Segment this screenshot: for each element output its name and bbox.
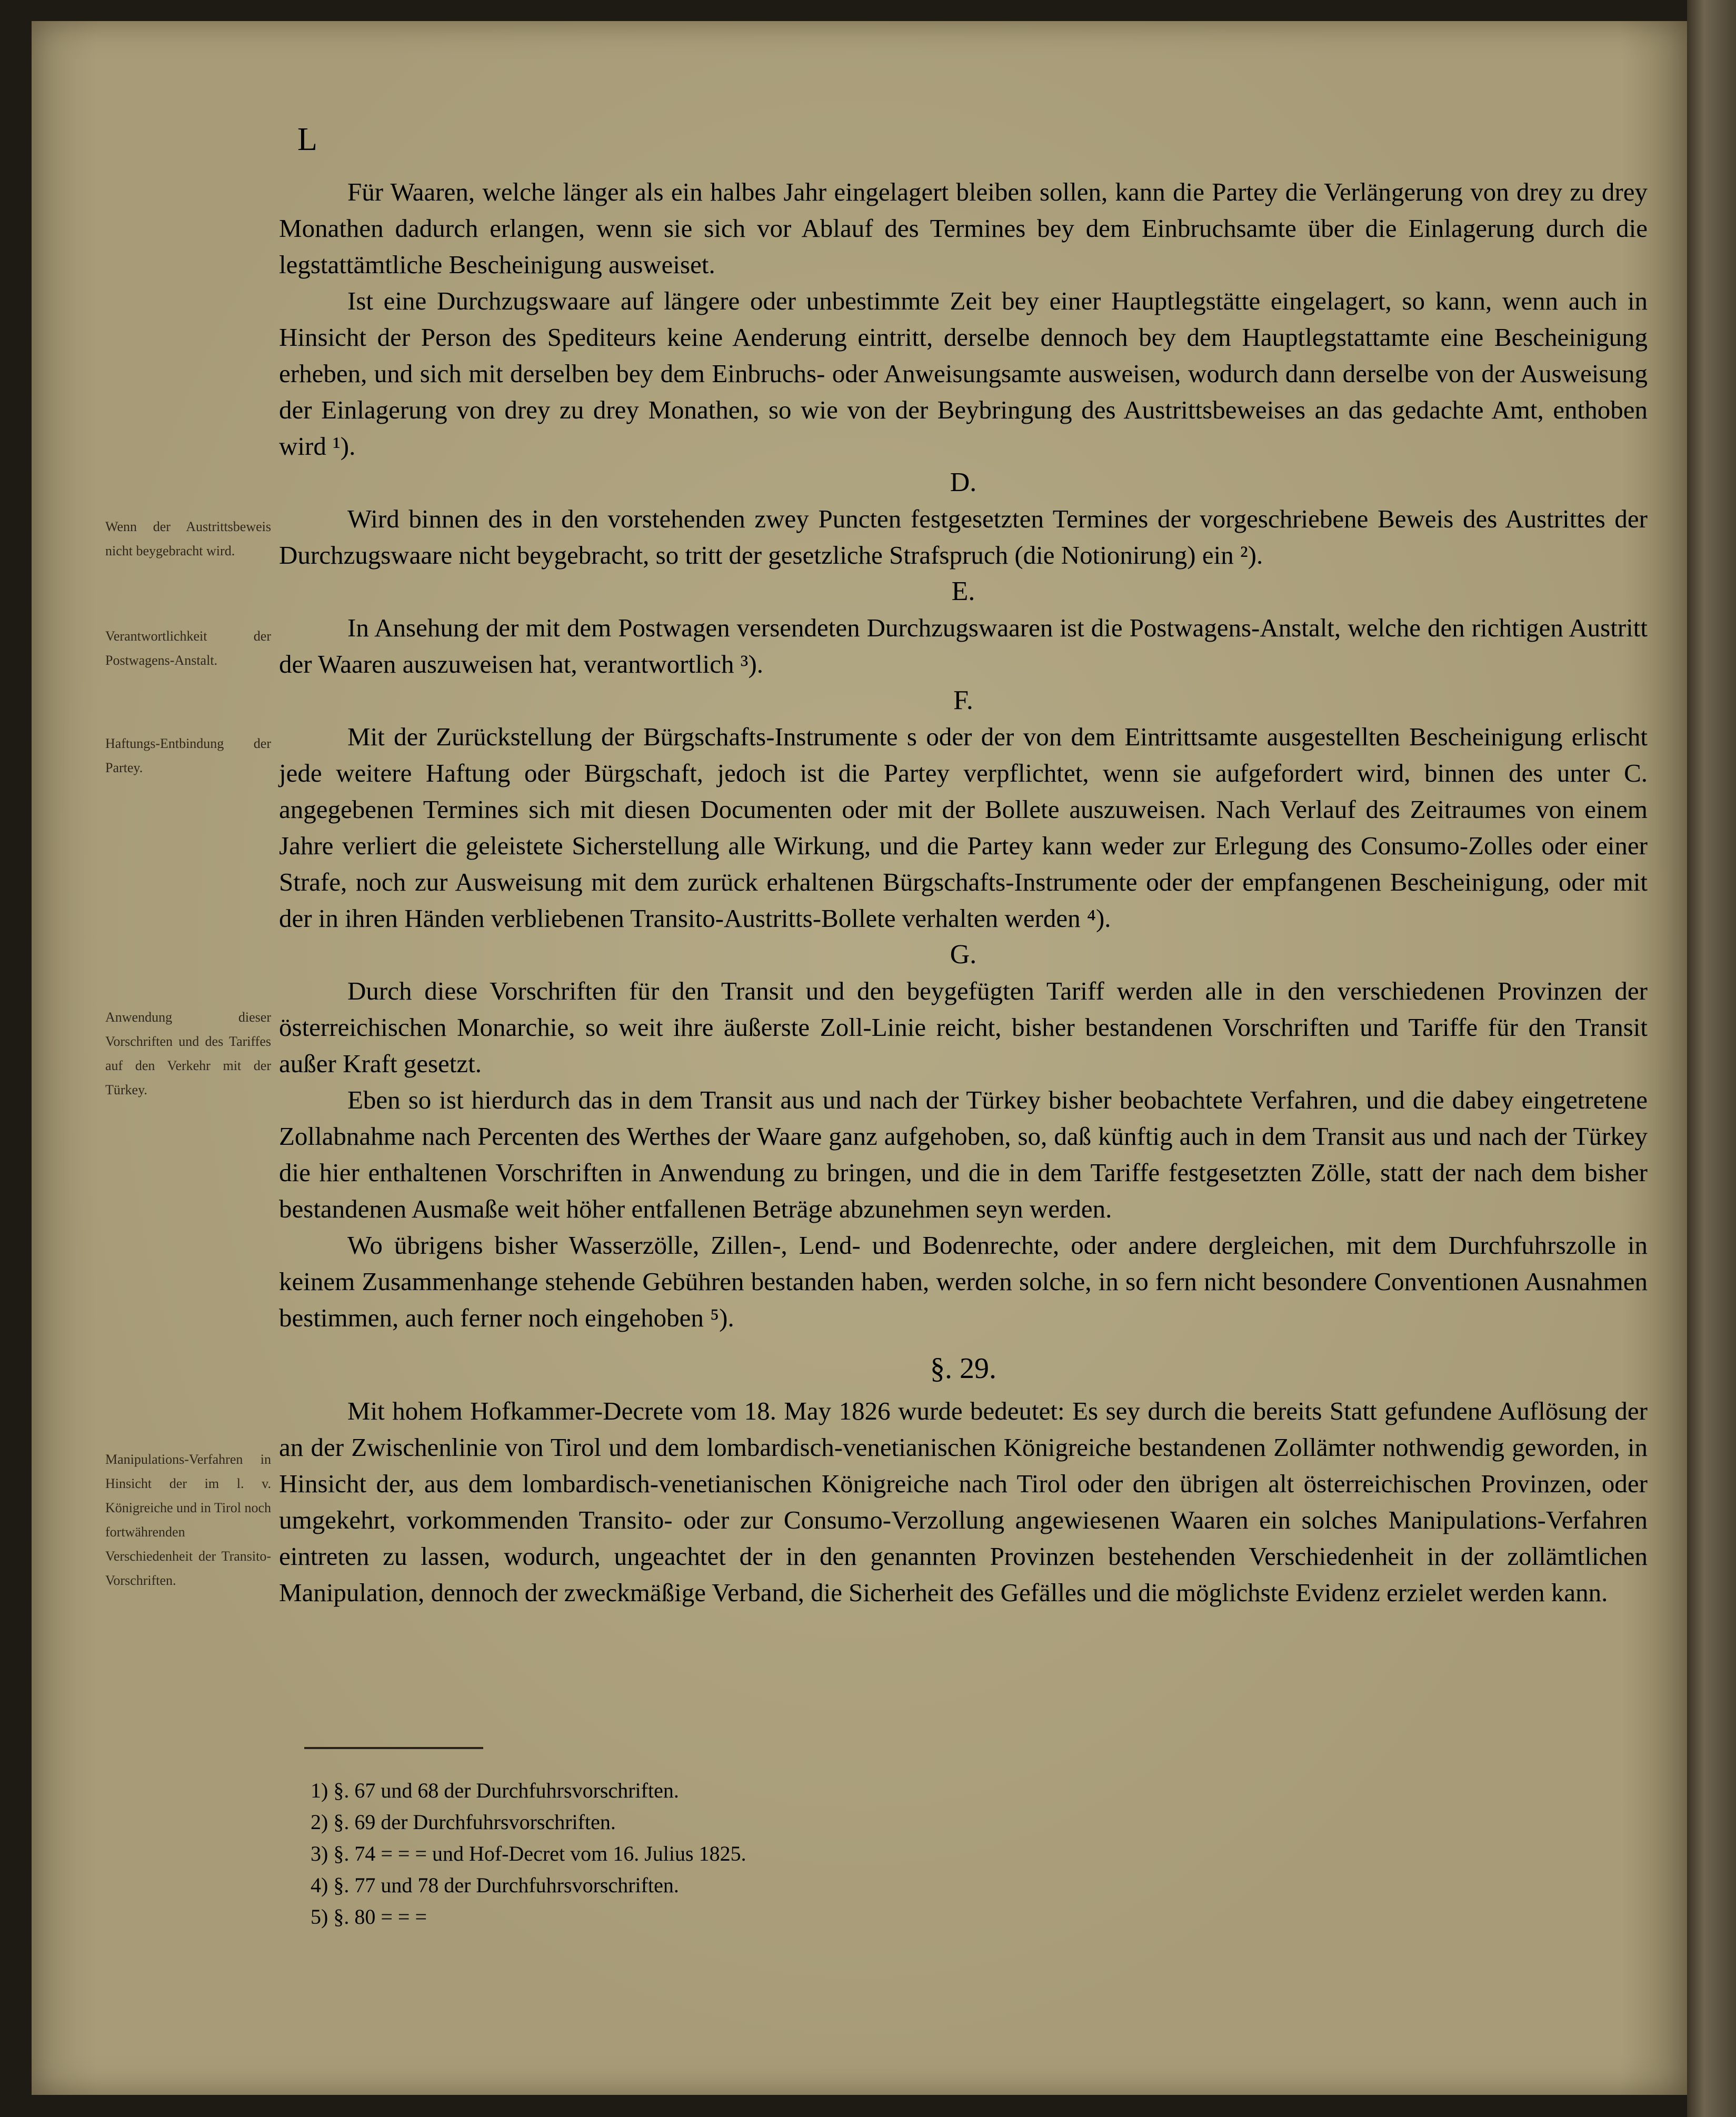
footnote-item: 4) §. 77 und 78 der Durchfuhrsvorschriften. xyxy=(311,1873,679,1897)
heading-g: G. xyxy=(950,940,977,970)
paragraph-e: In Ansehung der mit dem Postwagen versendeten Durchzugswaaren ist die Postwagens-Anstalt, welche den richtigen Austritt der Waaren auszuweisen hat, verantwortlich ³). xyxy=(279,613,1648,678)
footnotes xyxy=(311,1775,746,1933)
footnote-separator xyxy=(304,1747,483,1749)
margin-note-manipulation-procedure: Manipulations-Verfahren in Hinsicht der im l. v. Königreiche und in Tirol noch fortwährenden Verschiedenheit der Transito-Vorschriften. xyxy=(105,1452,271,1588)
book-binding-edge xyxy=(1687,0,1736,2117)
paragraph-g1: Durch diese Vorschriften für den Transit und den beygefügten Tariff werden alle in den verschiedenen Provinzen der österreichischen Monarchie, so weit ihre äußerste Zoll-Linie reicht, bisher bestandenen Vorschriften und Tariffe für den Transit außer Kraft gesetzt. xyxy=(279,976,1648,1078)
heading-e: E. xyxy=(951,576,975,606)
paragraph-29: Mit hohem Hofkammer-Decrete vom 18. May 1826 wurde bedeutet: Es sey durch die bereits Statt gefundene Auflösung der an der Zwischenlinie von Tirol und dem lombardisch-venetianischen Königreiche bestandenen Zollämter nothwendig geworden, in Hinsicht der, aus dem lombardisch-venetianischen Königreiche nach Tirol oder den übrigen alt österreichischen Provinzen, oder umgekehrt, vorkommenden Transito- oder zur Consumo-Verzollung angewiesenen Waaren ein solches Manipulations-Verfahren eintreten zu lassen, wodurch, ungeachtet der in den genannten Provinzen bestehenden Verschiedenheit in der zollämtlichen Manipulation, dennoch der zweckmäßige Verband, die Sicherheit des Gefälles und die möglichste Evidenz erzielet werden kann. xyxy=(279,1396,1648,1607)
paragraph-d: Wird binnen des in den vorstehenden zwey Puncten festgesetzten Termines der vorgeschriebene Beweis des Austrittes der Durchzugswaare nicht beygebracht, so tritt der gesetzliche Strafspruch (die Notionirung) ein ²). xyxy=(279,504,1648,570)
main-text-column xyxy=(279,174,1648,1611)
margin-note-postal-liability: Verantwortlichkeit der Postwagens-Anstalt. xyxy=(105,628,271,668)
paragraph-extension: Für Waaren, welche länger als ein halbes Jahr eingelagert bleiben sollen, kann die Partey die Verlängerung von drey zu drey Monathen dadurch erlangen, wenn sie sich vor Ablauf des Termines bey dem Einbruchsamte über die Einlagerung durch die legstattämtliche Bescheinigung ausweiset. xyxy=(279,177,1648,279)
paragraph-g2: Eben so ist hierdurch das in dem Transit aus und nach der Türkey bisher beobachtete Verfahren, und die dabey eingetretene Zollabnahme nach Percenten des Werthes der Waare ganz aufgehoben, so, daß künftig auch in dem Transit aus und nach der Türkey die hier enthaltenen Vorschriften in Anwendung zu bringen, und die in dem Tariffe festgesetzten Zölle, statt der nach dem bisher bestandenen Ausmaße weit höher entfallenen Beträge abzunehmen seyn werden. xyxy=(279,1085,1648,1223)
paragraph-g3: Wo übrigens bisher Wasserzölle, Zillen-, Lend- und Bodenrechte, oder andere dergleichen, mit dem Durchfuhrszolle in keinem Zusammenhange stehende Gebühren bestanden haben, werden solche, in so fern nicht besondere Conventionen Ausnahmen bestimmen, auch ferner noch eingehoben ⁵). xyxy=(279,1231,1648,1332)
margin-note-proof-missing: Wenn der Austrittsbeweis nicht beygebracht wird. xyxy=(105,519,271,558)
footnote-item: 1) §. 67 und 68 der Durchfuhrsvorschriften. xyxy=(311,1779,679,1802)
section-heading-29: §. 29. xyxy=(930,1352,996,1385)
heading-d: D. xyxy=(950,467,977,497)
margin-note-party-release: Haftungs-Entbindung der Partey. xyxy=(105,736,271,775)
margin-note-turkey-application: Anwendung dieser Vorschriften und des Tariffes auf den Verkehr mit der Türkey. xyxy=(105,1010,271,1097)
heading-f: F. xyxy=(953,685,973,715)
paragraph-f: Mit der Zurückstellung der Bürgschafts-Instrumente s oder der von dem Eintrittsamte ausgestellten Bescheinigung erlischt jede weitere Haftung oder Bürgschaft, jedoch ist die Partey verpflichtet, wenn sie aufgefordert wird, binnen des unter C. angegebenen Termines sich mit diesen Documenten oder mit der Bollete auszuweisen. Nach Verlauf des Zeitraumes von einem Jahre verliert die geleistete Sicherstellung alle Wirkung, und die Partey kann weder zur Erlegung des Consumo-Zolles oder einer Strafe, noch zur Ausweisung mit dem zurück erhaltenen Bürgschafts-Instrumente oder der empfangenen Bescheinigung, oder mit der in ihren Händen verbliebenen Transito-Austritts-Bollete verhalten werden ⁴). xyxy=(279,722,1648,933)
footnote-item: 3) §. 74 = = = und Hof-Decret vom 16. Julius 1825. xyxy=(311,1842,746,1865)
paragraph-main-depot: Ist eine Durchzugswaare auf längere oder unbestimmte Zeit bey einer Hauptlegstätte eingelagert, so kann, wenn auch in Hinsicht der Person des Spediteurs keine Aenderung eintritt, derselbe dennoch bey dem Hauptlegstattamte eine Bescheinigung erheben, und sich mit derselben bey dem Einbruchs- oder Anweisungsamte ausweisen, wodurch dann derselbe von der Ausweisung der Einlagerung von drey zu drey Monathen, so wie von der Beybringung des Austrittsbeweises an das gedachte Amt, enthoben wird ¹). xyxy=(279,286,1648,461)
footnote-item: 2) §. 69 der Durchfuhrsvorschriften. xyxy=(311,1810,616,1834)
footnote-item: 5) §. 80 = = = xyxy=(311,1905,427,1929)
page-signature: L xyxy=(297,122,321,157)
